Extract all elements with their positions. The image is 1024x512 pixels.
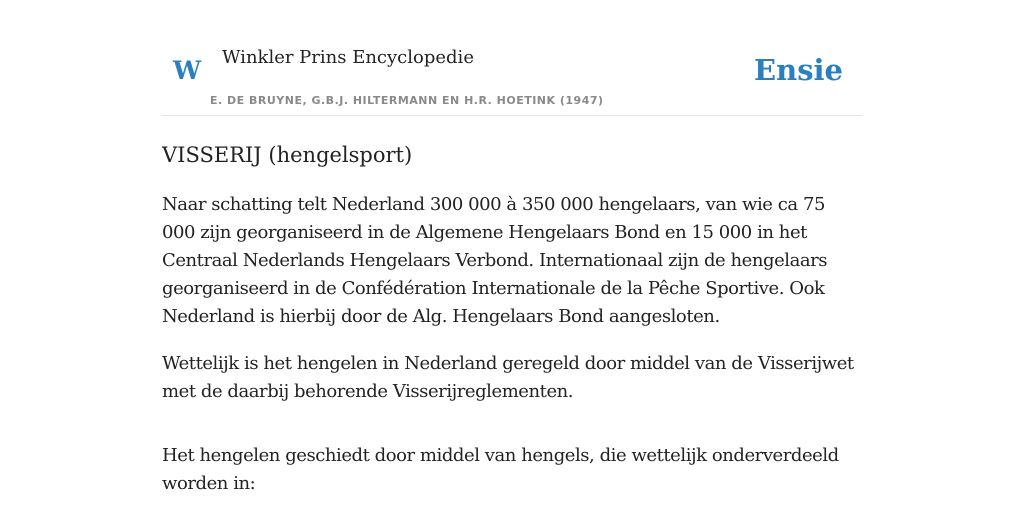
- entry-paragraph: Naar schatting telt Nederland 300 000 à 350 000 hengelaars, van wie ca 75 000 zijn georganiseerd in de Algemene Hengelaars Bond en 15 000 in het Centraal Nederlands Hengelaars Verbond. Internationaal zijn de hengelaars georganiseerd in de Confédération Internationale de la Pêche Sportive. Ook Nederland is hierbij door de Alg. Hengelaars Bond aangesloten.: [162, 194, 828, 327]
- entry-paragraph: Het hengelen geschiedt door middel van hengels, die wettelijk onderverdeeld worden in:: [162, 445, 839, 494]
- source-authors: E. DE BRUYNE, G.B.J. HILTERMANN EN H.R. HOETINK (1947): [210, 94, 604, 107]
- entry-content: [162, 139, 862, 512]
- source-title[interactable]: Winkler Prins Encyclopedie: [222, 47, 474, 68]
- header-divider: [162, 115, 862, 116]
- entry-paragraph: Wettelijk is het hengelen in Nederland geregeld door middel van de Visserijwet met de daarbij behorende Visserijreglementen.: [162, 353, 854, 402]
- brand-logo[interactable]: Ensie: [754, 53, 843, 87]
- source-logo[interactable]: W: [173, 56, 202, 85]
- entry-title: VISSERIJ (hengelsport): [162, 143, 413, 167]
